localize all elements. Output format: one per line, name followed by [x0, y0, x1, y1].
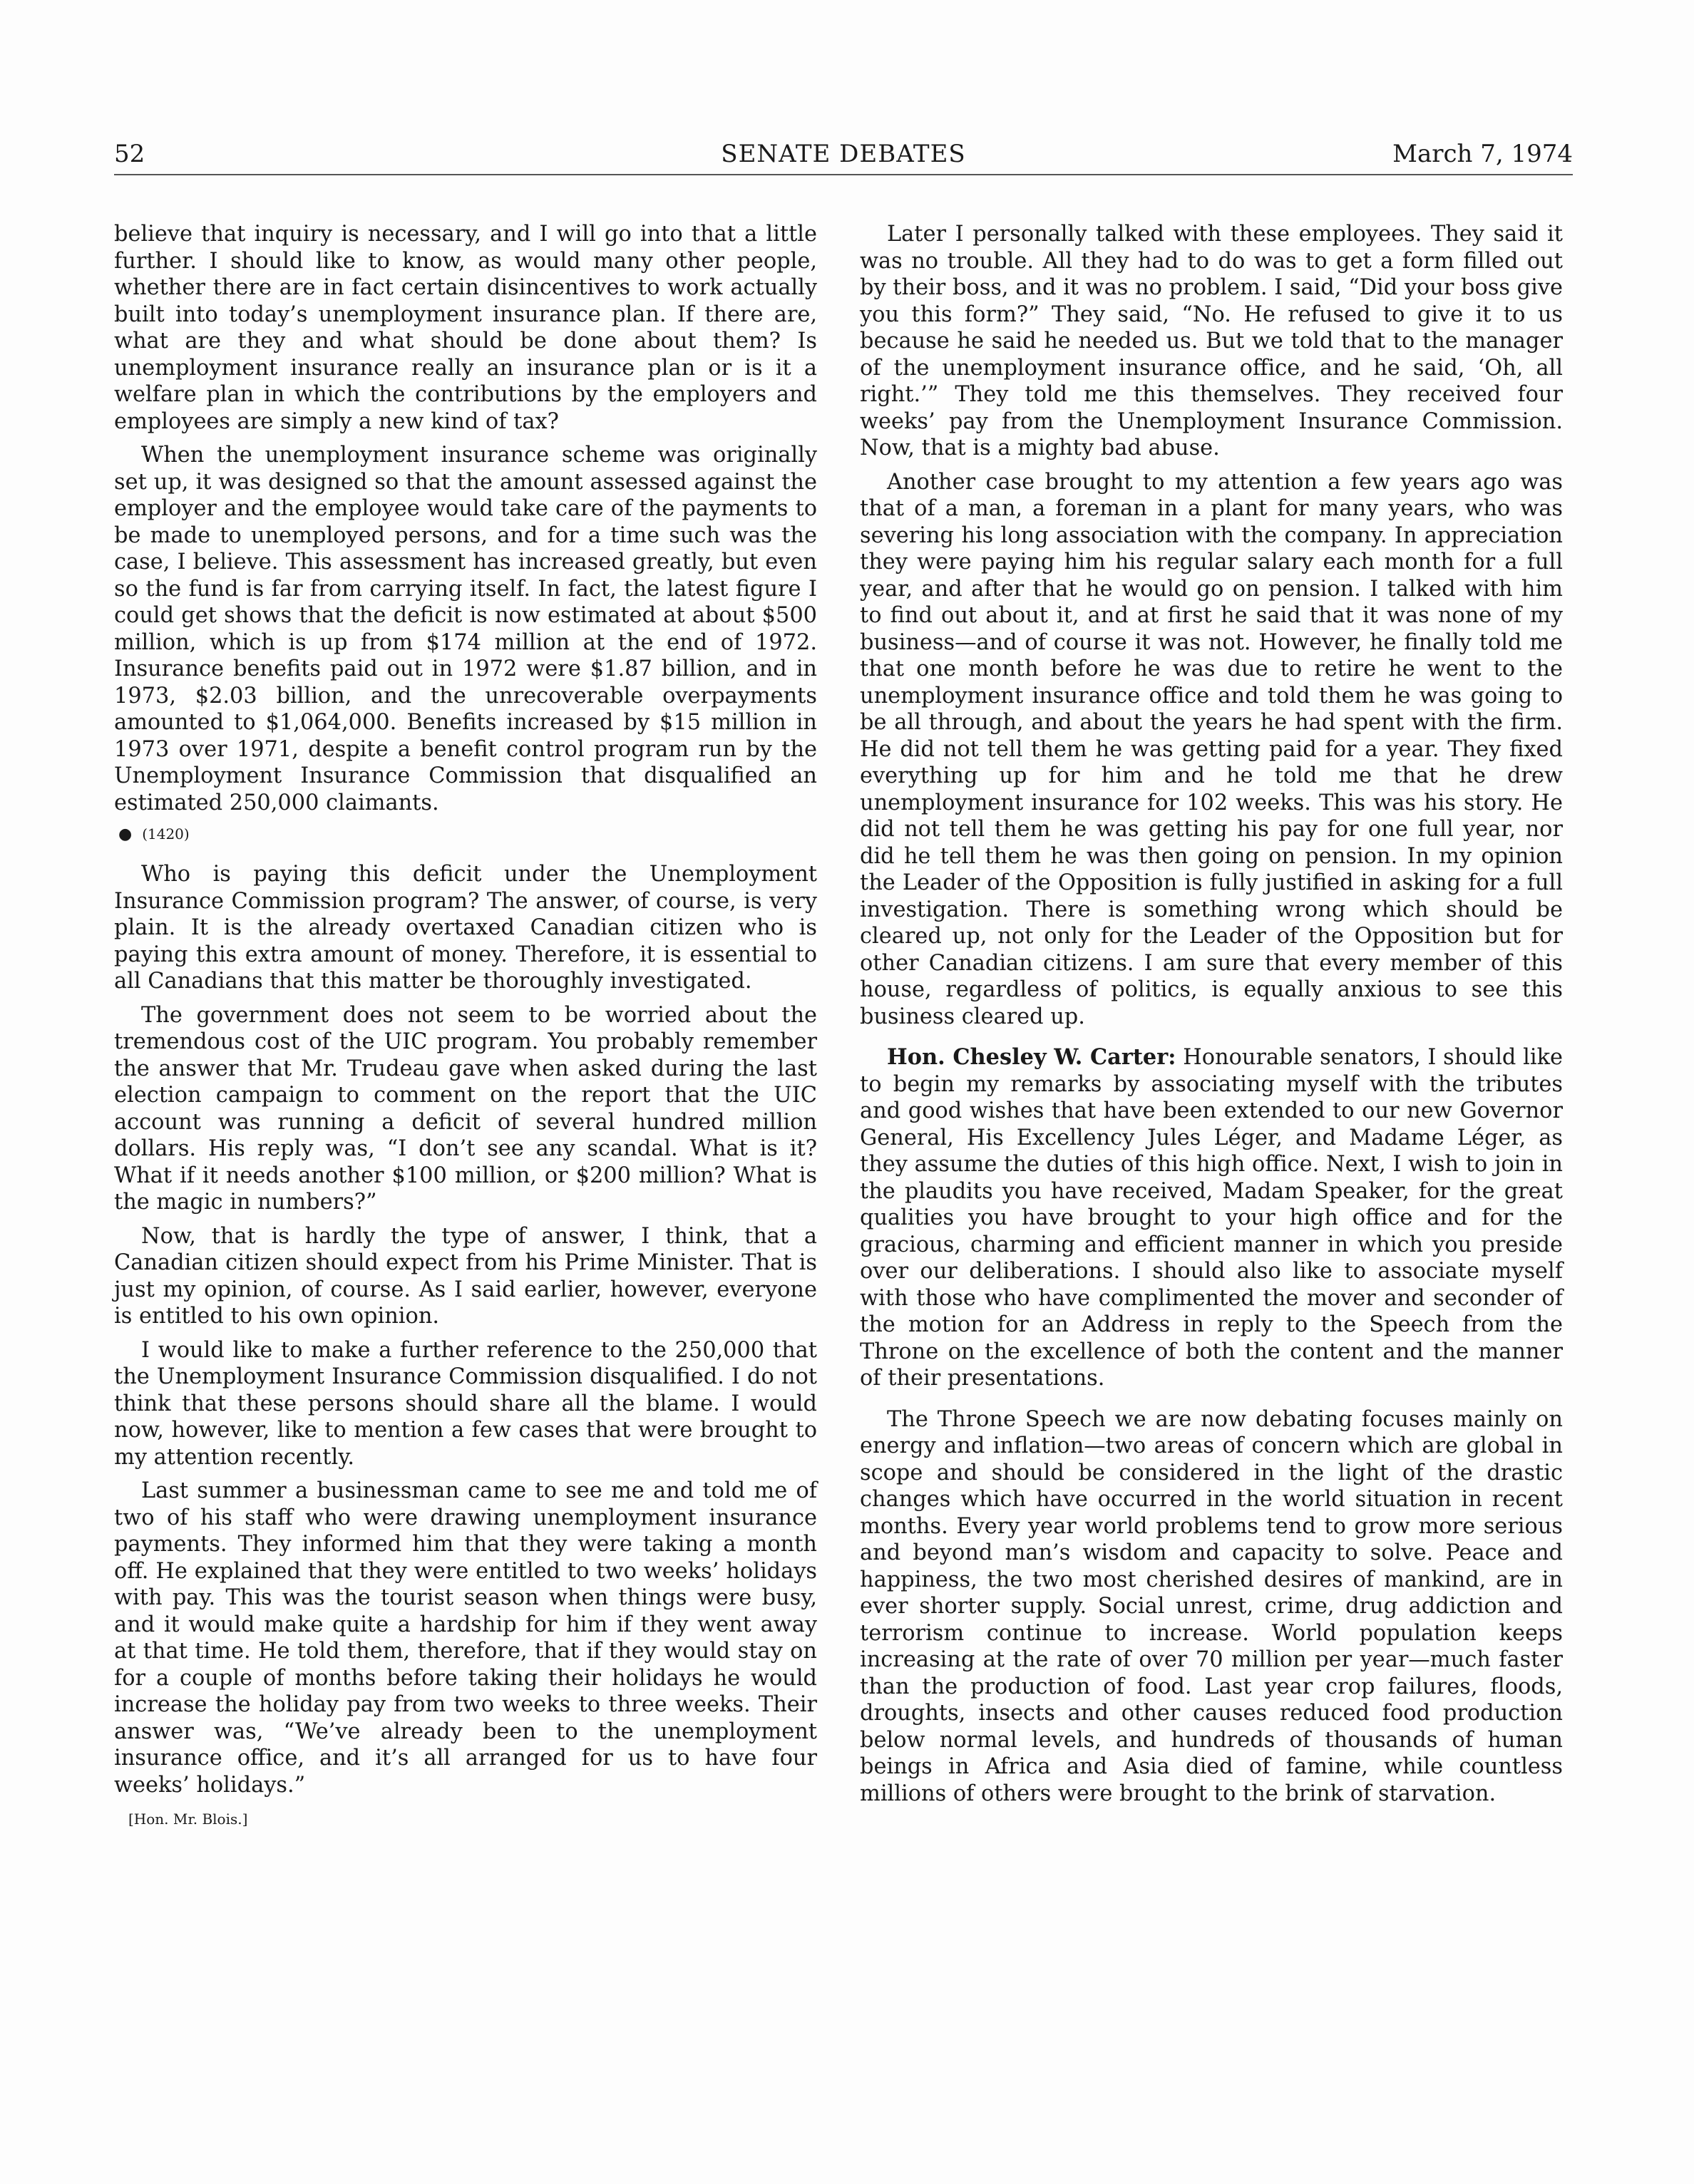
speaker-name: Hon. Chesley W. Carter:	[887, 1044, 1176, 1070]
speaker-text: Honourable senators, I should like to begin my remarks by associating myself with the tributes and good wishes that have been extended to our new Governor General, His Excellency Jules Léger, and Madame Léger, as they assume the duties of this high office. Next, I wish to join in the plaudits you have received, Madam Speaker, for the great qualities you have brought to your high office and for the gracious, charming and efficient manner in which you preside over our deliberations. I should also like to associate myself with those who have complimented the mover and seconder of the motion for an Address in reply to the Speech from the Throne on the excellence of both the content and the manner of their presentations.	[860, 1045, 1563, 1391]
time-marker-label: (1420)	[142, 825, 190, 843]
paragraph: believe that inquiry is necessary, and I will go into that a little further. I should like to know, as would many other people, whether there are in fact certain disincentives to work actually built into today’s unemployment insurance plan. If there are, what are they and what should be done about them? Is unemployment insurance really an insurance plan or is it a welfare plan in which the contributions by the employers and employees are simply a new kind of tax?	[114, 222, 817, 434]
left-column	[114, 221, 817, 1830]
time-marker	[118, 823, 817, 845]
paragraph: I would like to make a further reference to the 250,000 that the Unemployment Insurance Commission disqualified. I do not think that these persons should share all the blame. I would now, however, like to mention a few cases that were brought to my attention recently.	[114, 1337, 817, 1470]
bullet-icon: ●	[118, 825, 133, 843]
page-header	[114, 140, 1573, 175]
paragraph: Another case brought to my attention a few years ago was that of a man, a foreman in a plant for many years, who was severing his long association with the company. In appreciation they were paying him his regular salary each month for a full year, and after that he would go on pension. I talked with him to find out about it, and at first he said that it was none of my business—and of course it was not. However, he finally told me that one month before he was due to retire he went to the unemployment insurance office and told them he was going to be all through, and about the years he had spent with the firm. He did not tell them he was getting paid for a year. They fixed everything up for him and he told me that he drew unemployment insurance for 102 weeks. This was his story. He did not tell them he was getting his pay for one full year, nor did he tell them he was then going on pension. In my opinion the Leader of the Opposition is fully justified in asking for a full investigation. There is something wrong which should be cleared up, not only for the Leader of the Opposition but for other Canadian citizens. I am sure that every member of this house, regardless of politics, is equally anxious to see this business cleared up.	[860, 469, 1563, 1029]
publication-title: SENATE DEBATES	[721, 140, 966, 168]
paragraph: The government does not seem to be worried about the tremendous cost of the UIC program. You probably remember the answer that Mr. Trudeau gave when asked during the last election campaign to comment on the report that the UIC account was running a deficit of several hundred million dollars. His reply was, “I don’t see any scandal. What is it? What if it needs another $100 million, or $200 million? What is the magic in numbers?”	[114, 1002, 817, 1215]
paragraph: Later I personally talked with these employees. They said it was no trouble. All they had to do was to get a form filled out by their boss, and it was no problem. I said, “Did your boss give you this form?” They said, “No. He refused to give it to us because he said he needed us. But we told that to the manager of the unemployment insurance office, and he said, ‘Oh, all right.’” They told me this themselves. They received four weeks’ pay from the Unemployment Insurance Commission. Now, that is a mighty bad abuse.	[860, 222, 1563, 460]
paragraph: When the unemployment insurance scheme was originally set up, it was designed so that the amount assessed against the employer and the employee would take care of the payments to be made to unemployed persons, and for a time such was the case, I believe. This assessment has increased greatly, but even so the fund is far from carrying itself. In fact, the latest figure I could get shows that the deficit is now estimated at about $500 million, which is up from $174 million at the end of 1972. Insurance benefits paid out in 1972 were $1.87 billion, and in 1973, $2.03 billion, and the unrecoverable overpayments amounted to $1,064,000. Benefits increased by $15 million in 1973 over 1971, despite a benefit control program run by the Unemployment Insurance Commission that disqualified an estimated 250,000 claimants.	[114, 443, 817, 815]
paragraph: Now, that is hardly the type of answer, I think, that a Canadian citizen should expect from his Prime Minister. That is just my opinion, of course. As I said earlier, however, everyone is entitled to his own opinion.	[114, 1223, 817, 1329]
paragraph: Who is paying this deficit under the Unemployment Insurance Commission program? The answer, of course, is very plain. It is the already overtaxed Canadian citizen who is paying this extra amount of money. Therefore, it is essential to all Canadians that this matter be thoroughly investigated.	[114, 862, 817, 994]
right-column	[860, 221, 1563, 1814]
page-number: 52	[114, 140, 145, 168]
speaker-footnote: [Hon. Mr. Blois.]	[128, 1810, 248, 1828]
paragraph: The Throne Speech we are now debating focuses mainly on energy and inflation—two areas of concern which are global in scope and should be considered in the light of the drastic changes which have occurred in the world situation in recent months. Every year world problems tend to grow more serious and beyond man’s wisdom and capacity to solve. Peace and happiness, the two most cherished desires of mankind, are in ever shorter supply. Social unrest, crime, drug addiction and terrorism continue to increase. World population keeps increasing at the rate of over 70 million per year—much faster than the production of food. Last year crop failures, floods, droughts, insects and other causes reduced food production below normal levels, and hundreds of thousands of human beings in Africa and Asia died of famine, while countless millions of others were brought to the brink of starvation.	[860, 1406, 1563, 1806]
speaker-paragraph	[860, 1044, 1563, 1392]
paragraph: Last summer a businessman came to see me and told me of two of his staff who were drawing unemployment insurance payments. They informed him that they were taking a month off. He explained that they were entitled to two weeks’ holidays with pay. This was the tourist season when things were busy, and it would make quite a hardship for him if they went away at that time. He told them, therefore, that if they would stay on for a couple of months before taking their holidays he would increase the holiday pay from two weeks to three weeks. Their answer was, “We’ve already been to the unemployment insurance office, and it’s all arranged for us to have four weeks’ holidays.”	[114, 1478, 817, 1798]
page-date: March 7, 1974	[1392, 140, 1573, 168]
